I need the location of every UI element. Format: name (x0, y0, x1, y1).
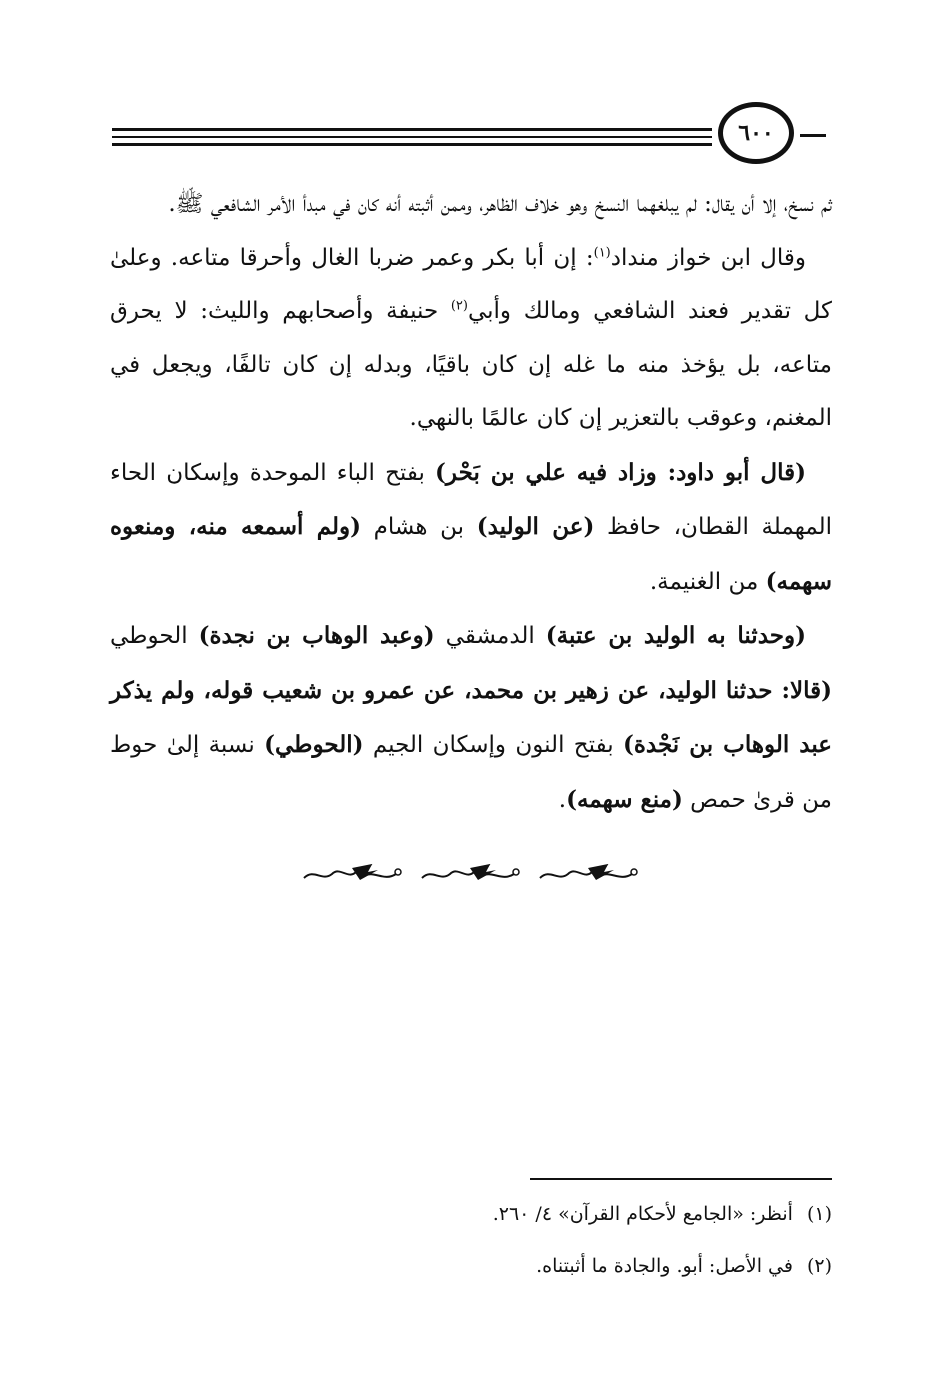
text-run: حنيفة وأصحابهم والليث: لا يحرق متاعه، بل يؤخذ منه ما غله إن كان باقيًا، وبدله إن كان تالفًا، ويجعل في المغنم، وعوقب بالتعزير إن كان عالمًا بالنهي. (110, 298, 832, 431)
paragraph-1: ثم نسخ، إلا أن يقال: لم يبلغهما النسخ وهو خلاف الظاهر، وممن أثبته أنه كان في مبدأ الأمر الشافعي ﷺ. (168, 191, 832, 217)
footnote-number: (١) (806, 1203, 832, 1225)
footnote-text: في الأصل: أبو. والجادة ما أثبتناه. (536, 1255, 793, 1277)
header-rule (112, 136, 712, 138)
header-rule-tail (800, 134, 826, 137)
hadith-quote: (منع سهمه) (566, 785, 683, 813)
body-text (110, 178, 832, 827)
header-rule (112, 128, 712, 131)
hadith-quote: (عن الوليد) (476, 513, 595, 540)
text-run: وقال ابن خواز منداد (610, 244, 806, 271)
paragraph-2 (110, 232, 832, 446)
ornament-icon (300, 860, 404, 886)
text-run: بفتح النون وإسكان الجيم (363, 732, 623, 758)
footnote-2 (110, 1240, 832, 1292)
paragraph-4 (110, 609, 832, 827)
hadith-quote: (الحوطي) (264, 731, 364, 758)
footnotes (110, 1188, 832, 1292)
hadith-quote: (وعبد الوهاب بن نجدة) (198, 622, 435, 649)
page-number: ٦٠٠ (718, 102, 794, 164)
text-run: . (558, 786, 567, 813)
hadith-quote: (قالا: حدثنا الوليد، عن زهير بن محمد، عن عمرو بن شعيب قوله، ولم يذكر عبد الوهاب بن نَجْدة) (110, 676, 832, 758)
hadith-quote: (ولم أسمعه منه، ومنعوه سهمه) (110, 513, 832, 595)
text-run: الدمشقي (434, 623, 546, 649)
text-run: الحوطي (110, 623, 199, 649)
section-divider-ornament (300, 858, 640, 888)
text-run: من الغنيمة. (649, 568, 766, 595)
hadith-quote: (وحدثنا به الوليد بن عتبة) (545, 622, 806, 649)
text-run: نسبة إلىٰ حوط من قرىٰ حمص (110, 732, 832, 813)
page-header (0, 0, 942, 175)
footnote-1 (110, 1188, 832, 1240)
footnote-number: (٢) (806, 1255, 832, 1277)
footnote-ref-1[interactable]: (١) (593, 244, 611, 260)
hadith-quote: (قال أبو داود: وزاد فيه علي بن بَحْر) (435, 458, 806, 486)
footnote-ref-2[interactable]: (٢) (450, 298, 468, 314)
ornament-icon (536, 860, 640, 886)
text-run: : إن أبا بكر وعمر ضربا الغال وأحرقا متاعه. وعلىٰ كل تقدير فعند الشافعي ومالك وأبي (110, 244, 832, 324)
paragraph-3 (110, 446, 832, 610)
ornament-icon (418, 860, 522, 886)
text-run: بن هشام (361, 514, 477, 540)
footnote-text: أنظر: «الجامع لأحكام القرآن» ٤/ ٢٦٠. (492, 1203, 793, 1225)
header-rule (112, 143, 712, 146)
footnote-separator (530, 1178, 832, 1180)
text-run: بفتح الباء الموحدة وإسكان الحاء المهملة القطان، حافظ (110, 459, 833, 540)
